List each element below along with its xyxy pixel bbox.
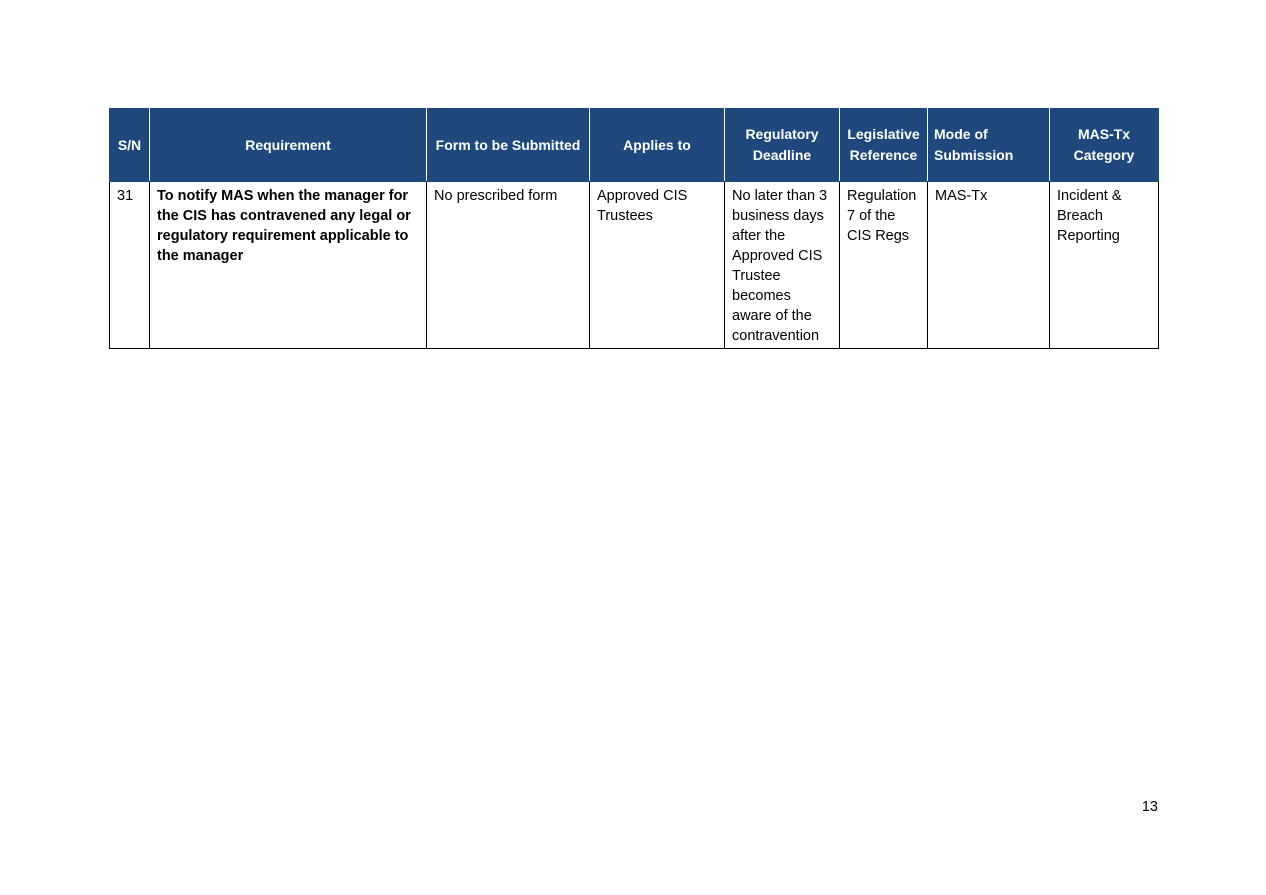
header-requirement: Requirement [150, 109, 427, 182]
cell-legislative: Regulation 7 of the CIS Regs [840, 182, 928, 349]
cell-sn: 31 [110, 182, 150, 349]
cell-deadline: No later than 3 business days after the Approved CIS Trustee becomes aware of the contravention [725, 182, 840, 349]
header-category: MAS-Tx Category [1050, 109, 1159, 182]
table-header-row [110, 109, 1159, 182]
cell-form: No prescribed form [427, 182, 590, 349]
cell-applies-to: Approved CIS Trustees [590, 182, 725, 349]
cell-requirement: To notify MAS when the manager for the CIS has contravened any legal or regulatory requirement applicable to the manager [150, 182, 427, 349]
header-deadline: Regulatory Deadline [725, 109, 840, 182]
cell-category: Incident & Breach Reporting [1050, 182, 1159, 349]
table-row [110, 182, 1159, 349]
header-form: Form to be Submitted [427, 109, 590, 182]
header-legislative: Legislative Reference [840, 109, 928, 182]
requirements-table [109, 108, 1159, 349]
header-applies-to: Applies to [590, 109, 725, 182]
page-number: 13 [1141, 799, 1158, 815]
header-sn: S/N [110, 109, 150, 182]
cell-mode: MAS-Tx [928, 182, 1050, 349]
header-mode: Mode of Submission [928, 109, 1050, 182]
